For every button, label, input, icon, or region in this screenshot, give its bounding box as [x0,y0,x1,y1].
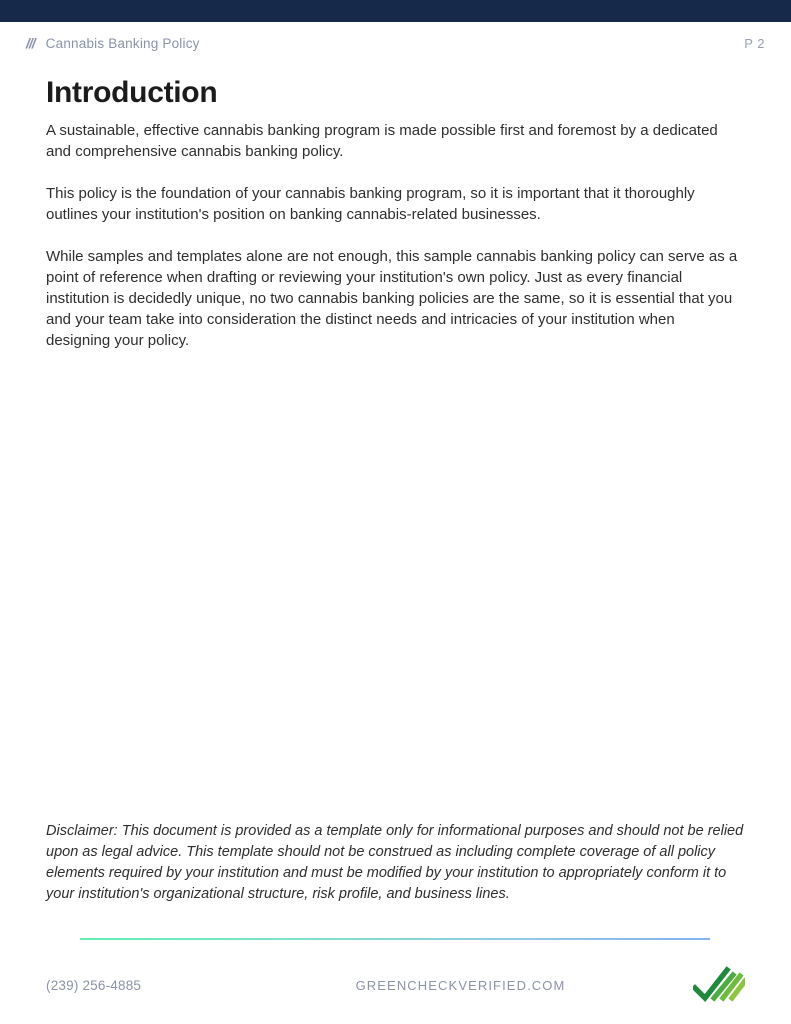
top-accent-bar [0,0,791,22]
page-header [0,30,791,56]
page-number: P 2 [744,35,765,51]
footer-divider [80,938,710,940]
green-check-verified-logo-icon [693,966,745,1004]
header-left-group [26,35,200,51]
page-title: Introduction [46,76,218,109]
footer-phone[interactable]: (239) 256-4885 [46,977,142,993]
body-paragraph: A sustainable, effective cannabis banking program is made possible first and foremost by a dedicated and comprehensive cannabis banking policy. [46,122,718,160]
disclaimer-text: Disclaimer: This document is provided as a template only for informational purposes and should not be relied upon as legal advice. This template should not be construed as including complete coverage of all policy elements required by your institution and must be modified by your institution to appropriately conform it to your institution's organizational structure, risk profile, and business lines. [46,823,744,902]
footer-logo-wrap [685,966,745,1004]
main-content [46,76,742,351]
body-paragraph: While samples and templates alone are not enough, this sample cannabis banking policy can serve as a point of reference when drafting or reviewing your institution's own policy. Just as every financial institution is decidedly unique, no two cannabis banking policies are the same, so it is essential that you and your team take into consideration the distinct needs and intricacies of your institution when designing your policy. [46,248,738,349]
triple-slash-icon: /// [26,35,35,51]
page-footer [0,965,791,1005]
body-paragraph: This policy is the foundation of your cannabis banking program, so it is important that it thoroughly outlines your institution's position on banking cannabis-related businesses. [46,185,695,223]
footer-website[interactable]: GREENCHECKVERIFIED.COM [355,977,566,993]
document-title: Cannabis Banking Policy [45,35,200,51]
